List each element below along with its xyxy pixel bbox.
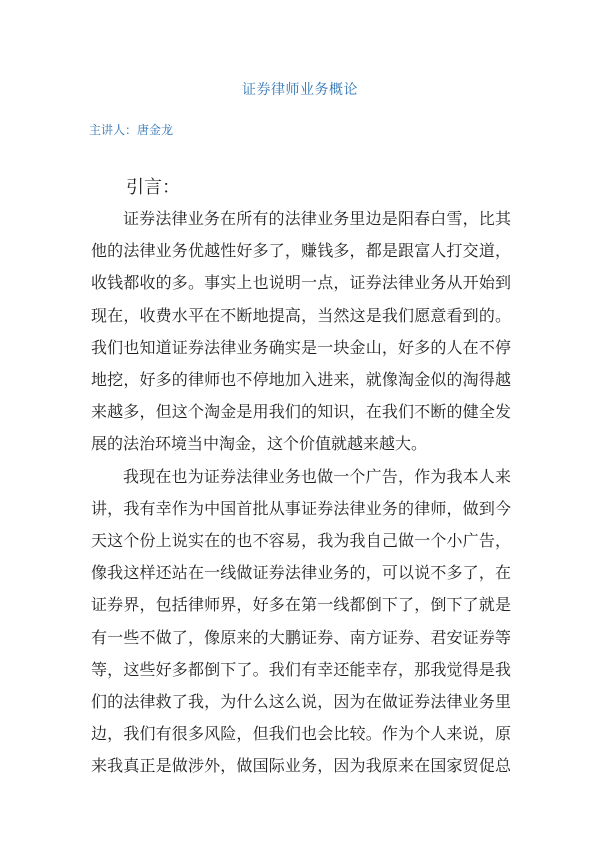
text-line: 天这个份上说实在的也不容易，我为我自己做一个小广告， [91, 531, 511, 551]
paragraph-1 [91, 203, 511, 461]
speaker-line: 主讲人：唐金龙 [89, 123, 174, 137]
text-line: 有一些不做了，像原来的大鹏证券、南方证券、君安证券等 [91, 627, 511, 647]
text-line: 讲，我有幸作为中国首批从事证券法律业务的律师，做到今 [91, 498, 511, 518]
text-line: 像我这样还站在一线做证券法律业务的，可以说不多了，在 [91, 563, 511, 583]
text-line: 证券法律业务在所有的法律业务里边是阳春白雪，比其 [123, 209, 511, 228]
text-line: 来我真正是做涉外，做国际业务，因为我原来在国家贸促总 [91, 756, 511, 776]
text-line: 证券界，包括律师界，好多在第一线都倒下了，倒下了就是 [91, 595, 511, 615]
body-text [91, 203, 511, 783]
text-line: 们的法律救了我，为什么这么说，因为在做证券法律业务里 [91, 692, 511, 712]
text-line: 展的法治环境当中淘金，这个价值就越来越大。 [91, 434, 428, 454]
text-line: 收钱都收的多。事实上也说明一点，证券法律业务从开始到 [91, 273, 511, 293]
paragraph-2 [91, 461, 511, 783]
text-line: 地挖，好多的律师也不停地加入进来，就像淘金似的淘得越 [91, 370, 511, 390]
text-line: 我现在也为证券法律业务也做一个广告，作为我本人来 [123, 466, 511, 486]
intro-heading: 引言： [126, 177, 180, 198]
text-line: 来越多，但这个淘金是用我们的知识，在我们不断的健全发 [91, 402, 511, 422]
text-line: 等，这些好多都倒下了。我们有幸还能幸存，那我觉得是我 [91, 659, 511, 679]
text-line: 他的法律业务优越性好多了，赚钱多，都是跟富人打交道， [91, 241, 511, 261]
text-line: 我们也知道证券法律业务确实是一块金山，好多的人在不停 [91, 337, 511, 357]
page-title: 证券律师业务概论 [242, 82, 358, 98]
text-line: 边，我们有很多风险，但我们也会比较。作为个人来说，原 [91, 724, 511, 744]
text-line: 现在，收费水平在不断地提高，当然这是我们愿意看到的。 [91, 305, 511, 325]
